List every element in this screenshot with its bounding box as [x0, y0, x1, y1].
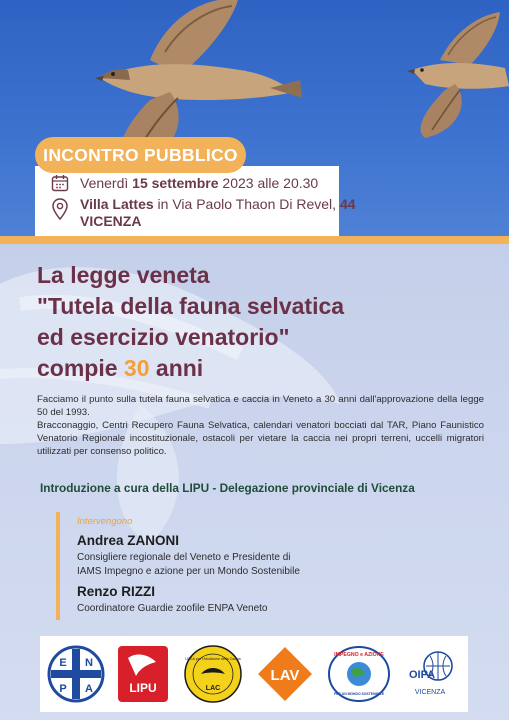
calendar-icon	[51, 174, 69, 192]
speakers-label: Intervengono	[77, 516, 133, 527]
event-info-box	[35, 166, 356, 236]
svg-text:OIPA: OIPA	[408, 669, 436, 681]
oipa-logo	[400, 644, 462, 704]
enpa-letter: N	[85, 657, 93, 669]
speaker-name: Andrea ZANONI	[77, 533, 180, 548]
speaker-role: Consigliere regionale del Veneto e Presidente di IAMS Impegno e azione per un Mondo Sostenibile	[77, 552, 300, 577]
speakers-divider	[56, 512, 60, 620]
svg-text:VICENZA: VICENZA	[414, 689, 446, 696]
event-type-badge: INCONTRO PUBBLICO	[35, 137, 246, 173]
svg-text:LEGA per l'Abolizione della Ca: LEGA per l'Abolizione della Caccia	[185, 657, 241, 661]
speaker-name: Renzo RIZZI	[77, 584, 155, 599]
enpa-letter: E	[59, 657, 67, 669]
svg-text:PER UN MONDO SOSTENIBILE: PER UN MONDO SOSTENIBILE	[333, 692, 385, 696]
iams-logo	[327, 644, 391, 704]
introduction-line: Introduzione a cura della LIPU - Delegazione provinciale di Vicenza	[40, 481, 415, 495]
svg-text:IMPEGNO e AZIONE: IMPEGNO e AZIONE	[334, 652, 384, 658]
event-venue: Villa Lattes in Via Paolo Thaon Di Revel, 44	[80, 196, 356, 212]
svg-text:LAV: LAV	[270, 667, 300, 684]
svg-text:LIPU: LIPU	[129, 681, 157, 695]
partner-logos-bar	[40, 636, 468, 712]
event-date: Venerdì 15 settembre 2023 alle 20.30	[80, 175, 319, 191]
lipu-logo	[118, 646, 168, 702]
enpa-letter: P	[59, 683, 67, 695]
lac-logo	[183, 644, 243, 704]
speaker-role: Coordinatore Guardie zoofile ENPA Veneto	[77, 603, 268, 614]
accent-strip	[0, 236, 509, 244]
page-title: La legge veneta "Tutela della fauna selvatica ed esercizio venatorio" compie 30 anni	[37, 262, 345, 381]
lav-logo	[255, 644, 315, 704]
svg-text:LAC: LAC	[205, 685, 221, 692]
event-description: Facciamo il punto sulla tutela fauna selvatica e caccia in Veneto a 30 anni dall'approvazione della legge 50 del 1993. Bracconaggio, Centri Recupero Fauna Selvatica, calendari venatori bocciati dal TAR, Piano Faunistico Venatorio Regionale incostituzionale, ostacoli per vietare la caccia nei propri terreni, uccelli migratori utilizzati per consenso politico.	[37, 394, 484, 457]
enpa-logo	[46, 644, 106, 704]
location-pin-icon	[52, 198, 68, 220]
event-city: VICENZA	[80, 213, 142, 229]
enpa-letter: A	[85, 683, 93, 695]
